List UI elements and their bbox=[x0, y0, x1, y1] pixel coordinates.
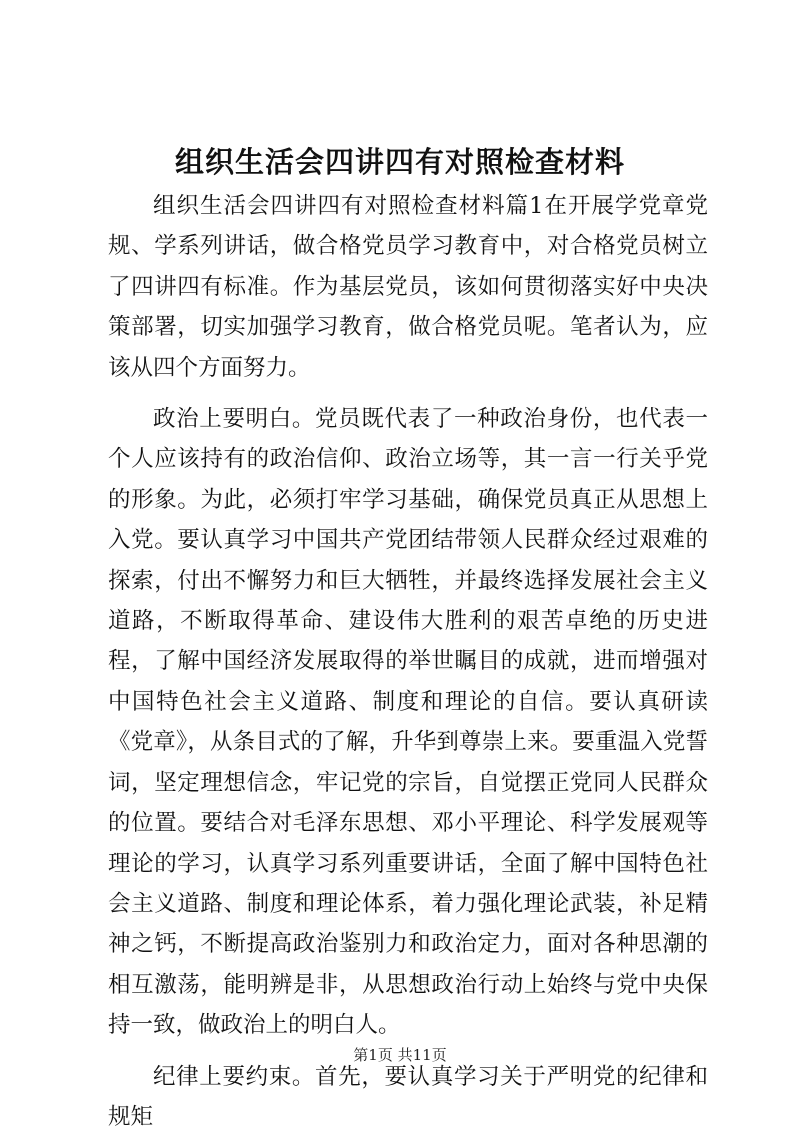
paragraph-discipline: 纪律上要约束。首先，要认真学习关于严明党的纪律和规矩 bbox=[108, 1063, 708, 1130]
document-body bbox=[108, 186, 708, 1137]
paragraph-intro: 组织生活会四讲四有对照检查材料篇1在开展学党章党规、学系列讲话，做合格党员学习教育中，对合格党员树立了四讲四有标准。作为基层党员，该如何贯彻落实好中央决策部署，切实加强学习教育，做合格党员呢。笔者认为，应该从四个方面努力。 bbox=[108, 193, 708, 381]
document-title: 组织生活会四讲四有对照检查材料 bbox=[174, 145, 625, 179]
page-number-footer: 第1页 共11页 bbox=[353, 1046, 447, 1064]
paragraph-political: 政治上要明白。党员既代表了一种政治身份，也代表一个人应该持有的政治信仰、政治立场等，其一言一行关乎党的形象。为此，必须打牢学习基础，确保党员真正从思想上入党。要认真学习中国共产党团结带领人民群众经过艰难的探索，付出不懈努力和巨大牺牲，并最终选择发展社会主义道路，不断取得革命、建设伟大胜利的艰苦卓绝的历史进程，了解中国经济发展取得的举世瞩目的成就，进而增强对中国特色社会主义道路、制度和理论的自信。要认真研读《党章》，从条目式的了解，升华到尊崇上来。要重温入党誓词，坚定理想信念，牢记党的宗旨，自觉摆正党同人民群众的位置。要结合对毛泽东思想、邓小平理论、科学发展观等理论的学习，认真学习系列重要讲话，全面了解中国特色社会主义道路、制度和理论体系，着力强化理论武装，补足精神之钙，不断提高政治鉴别力和政治定力，面对各种思潮的相互激荡，能明辨是非，从思想政治行动上始终与党中央保持一致，做政治上的明白人。 bbox=[108, 406, 708, 1039]
